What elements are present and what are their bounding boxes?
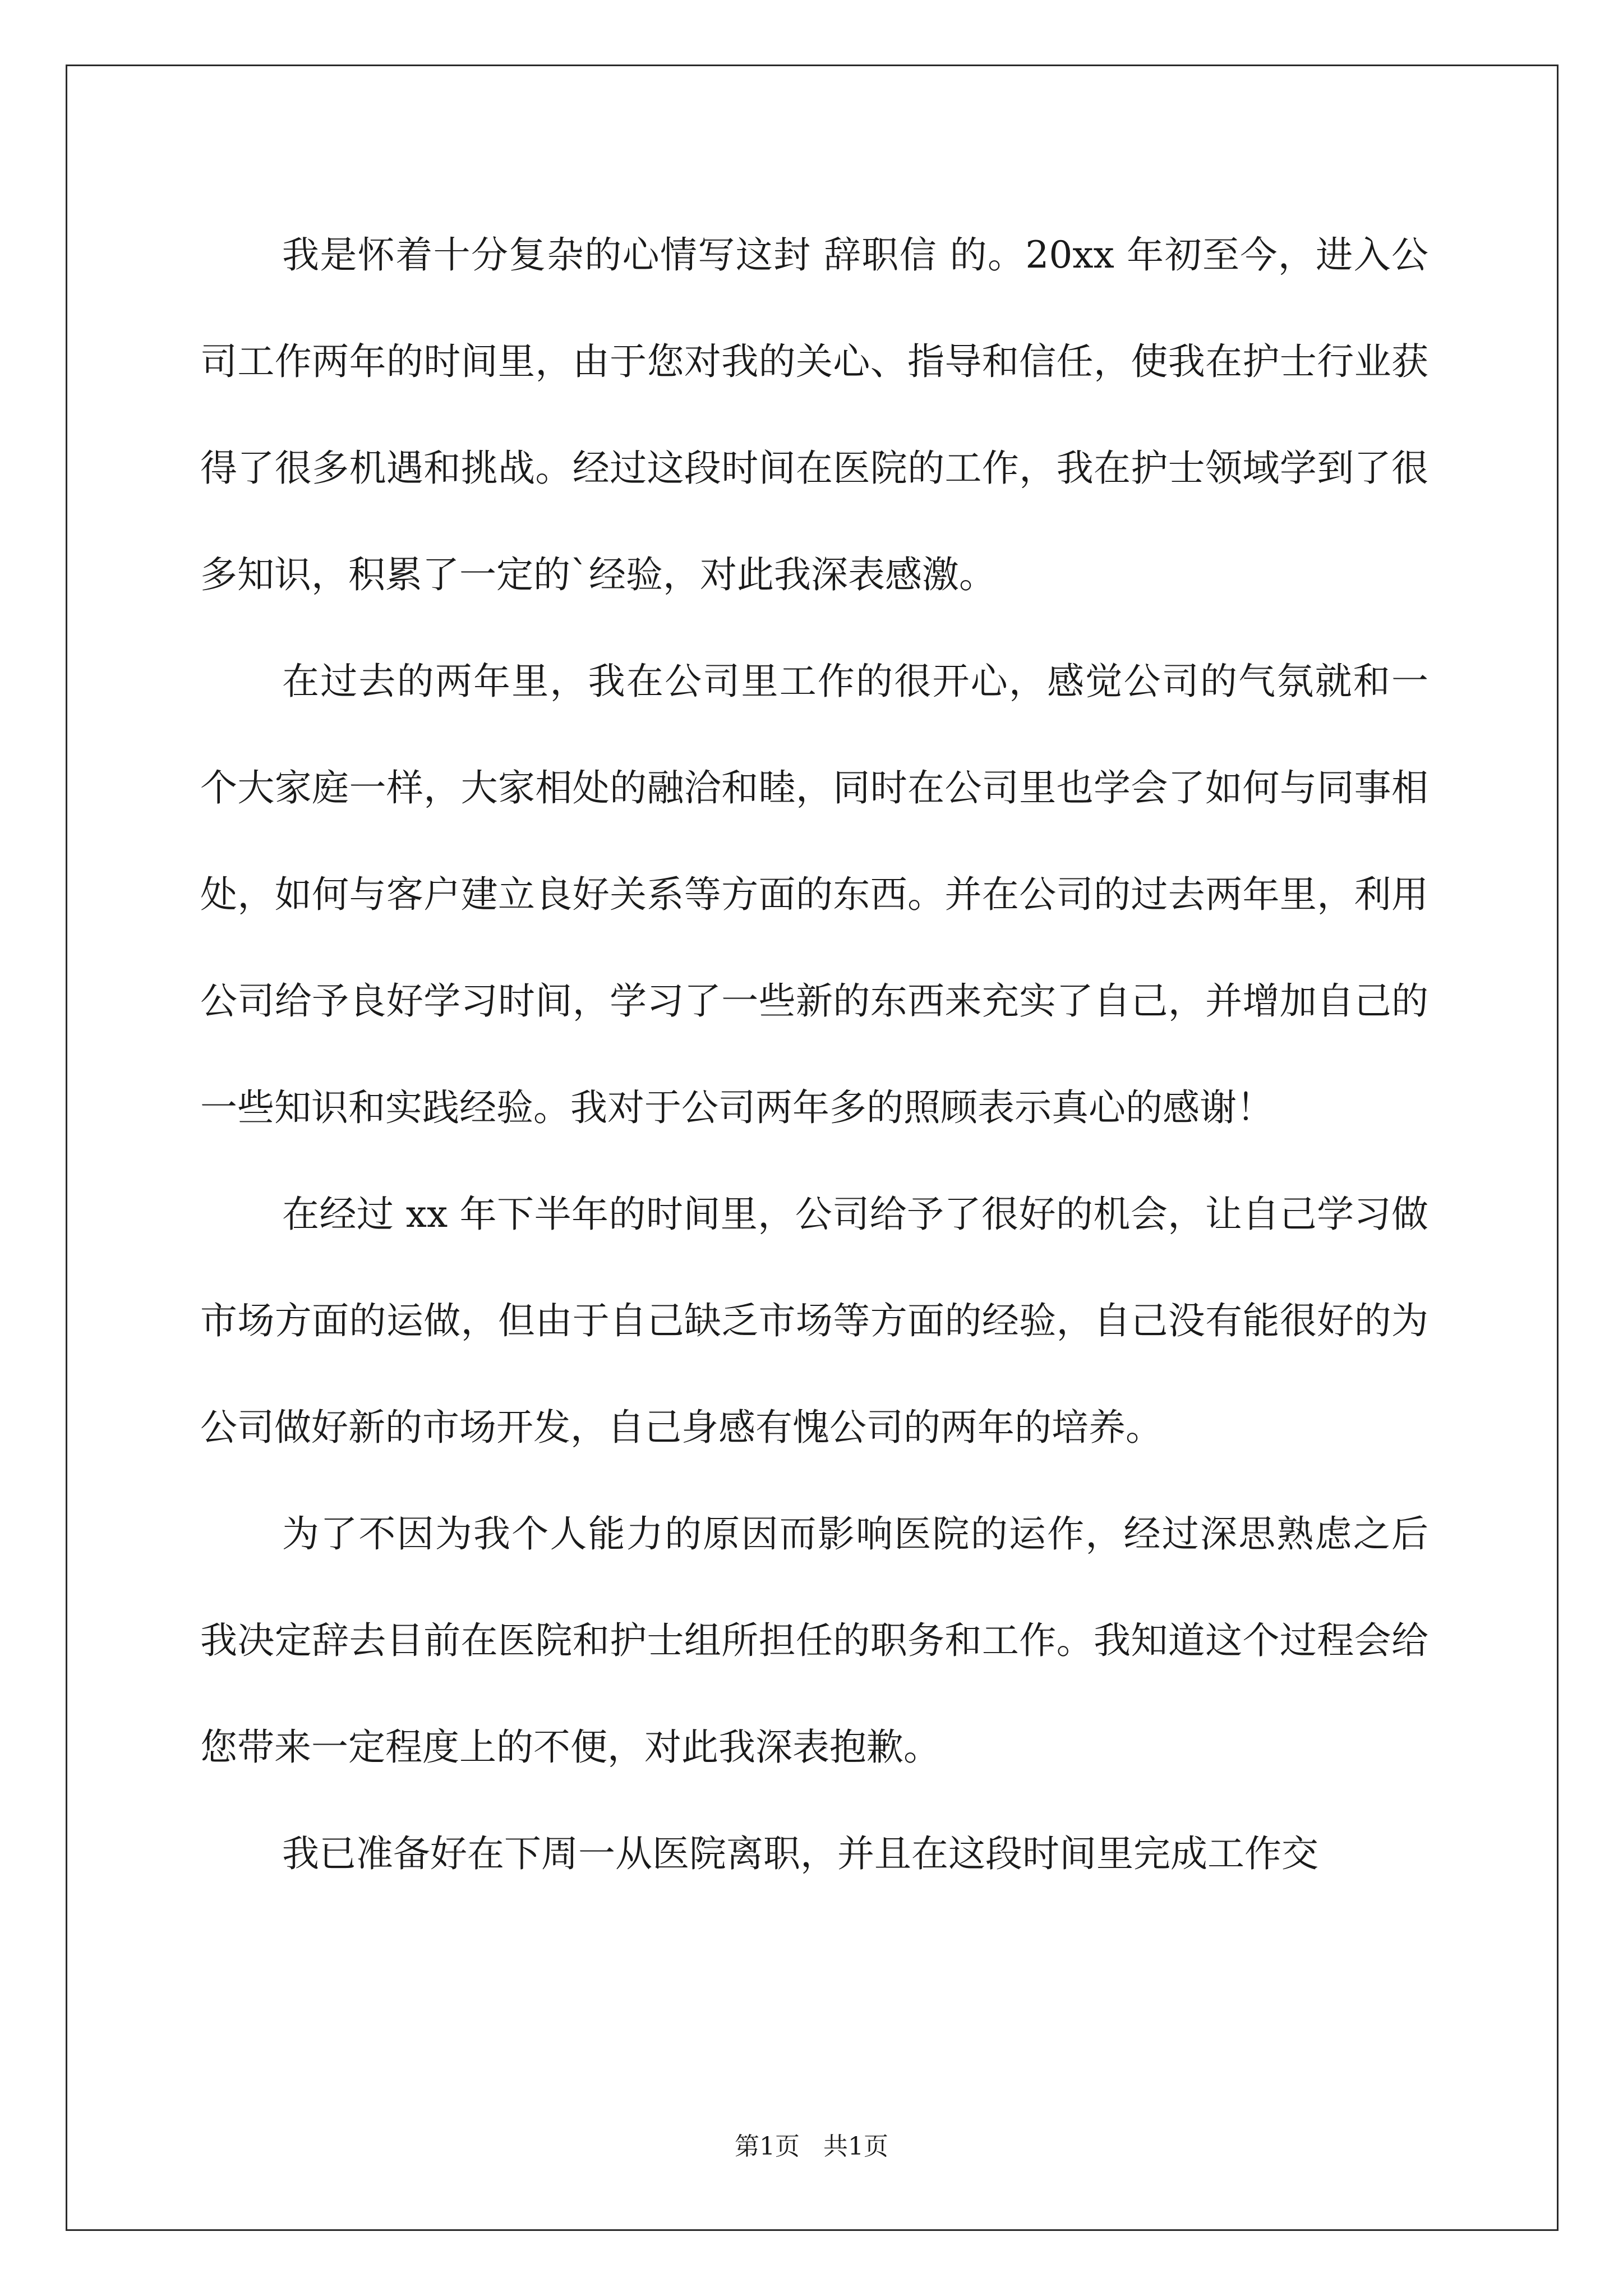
paragraph-5: 我已准备好在下周一从医院离职，并且在这段时间里完成工作交 <box>282 1832 1318 1875</box>
paragraph-4: 为了不因为我个人能力的原因而影响医院的运作，经过深思熟虑之后我决定辞去目前在医院和护士组所担任的职务和工作。我知道这个过程会给您带来一定程度上的不便，对此我深表抱歉。 <box>200 1512 1428 1769</box>
paragraph-1: 我是怀着十分复杂的心情写这封 辞职信 的。20xx 年初至今，进入公司工作两年的时间里，由于您对我的关心、指导和信任，使我在护士行业获得了很多机遇和挑战。经过这段时间在医院的工作，我在护士领域学到了很多知识，积累了一定的`经验，对此我深表感激。 <box>200 233 1428 596</box>
document-body <box>200 202 1428 1907</box>
page-footer: 第1页 共1页 <box>735 2132 888 2161</box>
paragraph-3: 在经过 xx 年下半年的时间里，公司给予了很好的机会，让自己学习做市场方面的运做，但由于自己缺乏市场等方面的经验，自己没有能很好的为公司做好新的市场开发，自己身感有愧公司的两年的培养。 <box>200 1193 1428 1449</box>
paragraph-2: 在过去的两年里，我在公司里工作的很开心，感觉公司的气氛就和一个大家庭一样，大家相处的融洽和睦，同时在公司里也学会了如何与同事相处，如何与客户建立良好关系等方面的东西。并在公司的过去两年里，利用公司给予良好学习时间，学习了一些新的东西来充实了自己，并增加自己的一些知识和实践经验。我对于公司两年多的照顾表示真心的感谢！ <box>200 660 1428 1129</box>
